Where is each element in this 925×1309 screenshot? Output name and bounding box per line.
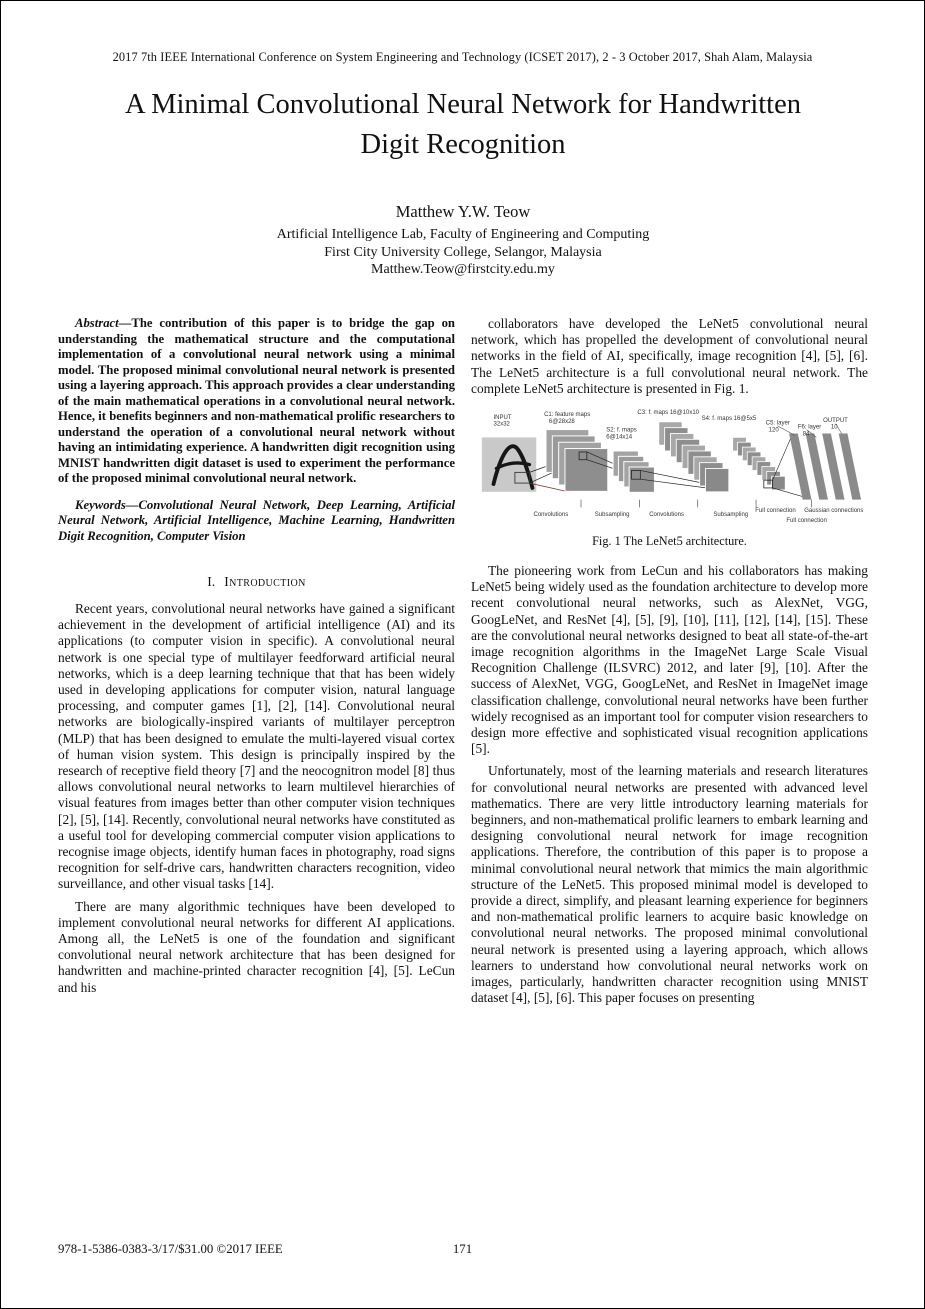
subsampling-label-2: Subsampling bbox=[713, 512, 749, 519]
keywords-label: Keywords— bbox=[75, 497, 139, 512]
intro-paragraph-1: Recent years, convolutional neural networks have gained a significant achievement in the development of artificial intelligence (AI) and its applications (to computer vision in specific). A convolutional neural network is one special type of multilayer feedforward artificial neural networks, which is a deep learning technique that that has been widely used in developing applications for computer vision, natural language processing, and computer games [1], [2], [14]. Convolutional neural networks are biologically-inspired variants of multilayer perceptron (MLP) that has been designed to emulate the multi-layered visual cortex of human vision system. This design is principally inspired by the research of receptive field theory [7] and the neocognitron model [8] thus allows convolutional neural networks to learn multilevel hierarchies of visual features from images better than other computer vision techniques [2], [5], [14]. Recently, convolutional neural networks have constituted as a useful tool for developing commercial computer vision applications to recognise image objects, identify human faces in photography, road signs recognition for self-drive cars, handwritten characters recognition, video surveillance, and other visual tasks [14]. bbox=[58, 601, 455, 892]
right-paragraph-3: Unfortunately, most of the learning materials and research literatures for convolutional neural networks are presented with advanced level mathematics. There are very little introductory learning materials for beginners, and non-mathematical prolific learners to embark learning and designing convolutional neural network for image recognition applications. Therefore, the contribution of this paper is to propose a minimal convolutional neural network that mimics the main algorithmic structure of the LeNet5. This proposed minimal model is developed to provide a direct, simplify, and pleasant learning experience for beginners and non-mathematical prolific learners to acquire basic knowledge on convolutional neural networks. The proposed minimal convolutional neural network is presented using a layering approach, which allows learners to understand how convolutional neural networks work on images, particularly, handwritten character recognition using MNIST dataset [4], [5], [6]. This paper focuses on presenting bbox=[471, 763, 868, 1006]
right-paragraph-1: collaborators have developed the LeNet5 convolutional neural network, which has propelled the development of convolutional neural networks in the field of AI, specifically, image recognition [4], [5], [6]. The LeNet5 architecture is a full convolutional neural network. The complete LeNet5 architecture is presented in Fig. 1. bbox=[471, 316, 868, 396]
f6-label: F6: layer bbox=[797, 424, 822, 431]
left-column bbox=[58, 316, 455, 1013]
full-connection-label-2: Full connection bbox=[786, 517, 827, 524]
section-number: I. bbox=[207, 574, 216, 589]
c5-size: 120 bbox=[768, 427, 779, 434]
lenet5-architecture-diagram bbox=[476, 406, 863, 530]
page-number: 171 bbox=[452, 1242, 473, 1256]
f6-size: 84 bbox=[802, 431, 810, 438]
two-column-body bbox=[58, 316, 868, 1013]
subsampling-label-1: Subsampling bbox=[594, 512, 630, 519]
section-heading-introduction bbox=[58, 574, 455, 590]
author-affiliation-2: First City University College, Selangor, Malaysia bbox=[324, 244, 602, 260]
gaussian-connections-label: Gaussian connections bbox=[804, 508, 863, 515]
input-label: INPUT bbox=[493, 414, 512, 421]
author-name: Matthew Y.W. Teow bbox=[395, 202, 531, 221]
fully-connected-layers bbox=[777, 424, 861, 500]
output-size: 10 bbox=[830, 424, 838, 431]
right-column bbox=[471, 316, 868, 1013]
convolutions-label-1: Convolutions bbox=[533, 512, 569, 519]
intro-paragraph-2: There are many algorithmic techniques have been developed to implement convolutional neural networks for different AI applications. Among all, the LeNet5 is one of the foundation and significant convolutional neural network architecture that has been designed for handwritten and machine-printed character recognition [4], [5]. LeCun and his bbox=[58, 898, 455, 995]
right-paragraph-2: The pioneering work from LeCun and his collaborators has making LeNet5 being widely used as the foundation architecture to develop more recent convolutional neural networks, such as AlexNet, VGG, GoogLeNet, and ResNet [4], [5], [9], [10], [11], [12], [14], [15]. These are the convolutional neural networks designed to beat all state-of-the-art image recognition algorithms in the ImageNet Large Scale Visual Recognition Challenge (ILSVRC) 2012, and later [9], [10]. After the success of AlexNet, VGG, GoogLeNet, and ResNet in ImageNet image classification challenge, convolutional neural networks have been further widely recognised as an important tool for computer vision researchers to design more effective and sophisticated visual recognition applications [5]. bbox=[471, 563, 868, 757]
c1-label: C1: feature maps bbox=[544, 411, 591, 418]
copyright-notice: 978-1-5386-0383-3/17/$31.00 ©2017 IEEE bbox=[58, 1242, 283, 1256]
conference-header: 2017 7th IEEE International Conference on System Engineering and Technology (ICSET 2017), 2 - 3 October 2017, Shah Alam, Malaysia bbox=[112, 50, 813, 64]
c5-label: C5: layer bbox=[765, 420, 790, 427]
operation-labels bbox=[533, 508, 863, 524]
abstract-text: The contribution of this paper is to bridge the gap on understanding the mathematical structure and the computational implementation of a convolutional neural network using a minimal model. The proposed minimal convolutional neural network is presented using a layering approach. This approach provides a clear understanding of the main mathematical operations in a convolutional neural network. Hence, it benefits beginners and non-mathematical prolific researchers to understand the operation of a convolutional neural network without having an intimidating experience. A handwritten digit recognition using MNIST handwritten digit dataset is used to experiment the performance of the proposed minimal convolutional neural network. bbox=[58, 316, 455, 485]
abstract bbox=[58, 316, 455, 487]
section-title: Introduction bbox=[224, 574, 306, 589]
keywords bbox=[58, 498, 455, 545]
section-ticks bbox=[581, 500, 811, 508]
input-size: 32x32 bbox=[493, 421, 510, 428]
s4-label: S4: f. maps 16@5x5 bbox=[701, 415, 757, 422]
figure-1-lenet5 bbox=[471, 406, 868, 549]
s2-size: 6@14x14 bbox=[606, 434, 633, 441]
full-connection-label-1: Full connection bbox=[755, 508, 796, 515]
paper-title: A Minimal Convolutional Neural Network for Handwritten Digit Recognition bbox=[125, 89, 801, 161]
s2-label: S2: f. maps bbox=[606, 427, 637, 434]
author-affiliation-1: Artificial Intelligence Lab, Faculty of Engineering and Computing bbox=[276, 227, 650, 242]
output-label: OUTPUT bbox=[823, 417, 848, 424]
abstract-label: Abstract— bbox=[75, 316, 132, 330]
c3-label: C3: f. maps 16@10x10 bbox=[637, 410, 700, 417]
figure-1-caption: Fig. 1 The LeNet5 architecture. bbox=[592, 534, 747, 549]
keywords-text: Convolutional Neural Network, Deep Learning, Artificial Neural Network, Artificial Intelligence, Machine Learning, Handwritten Digit Recognition, Computer Vision bbox=[58, 497, 455, 543]
c1-size: 6@28x28 bbox=[548, 418, 575, 425]
author-block bbox=[113, 202, 813, 279]
author-email: Matthew.Teow@firstcity.edu.my bbox=[371, 262, 555, 277]
convolutions-label-2: Convolutions bbox=[649, 512, 684, 519]
